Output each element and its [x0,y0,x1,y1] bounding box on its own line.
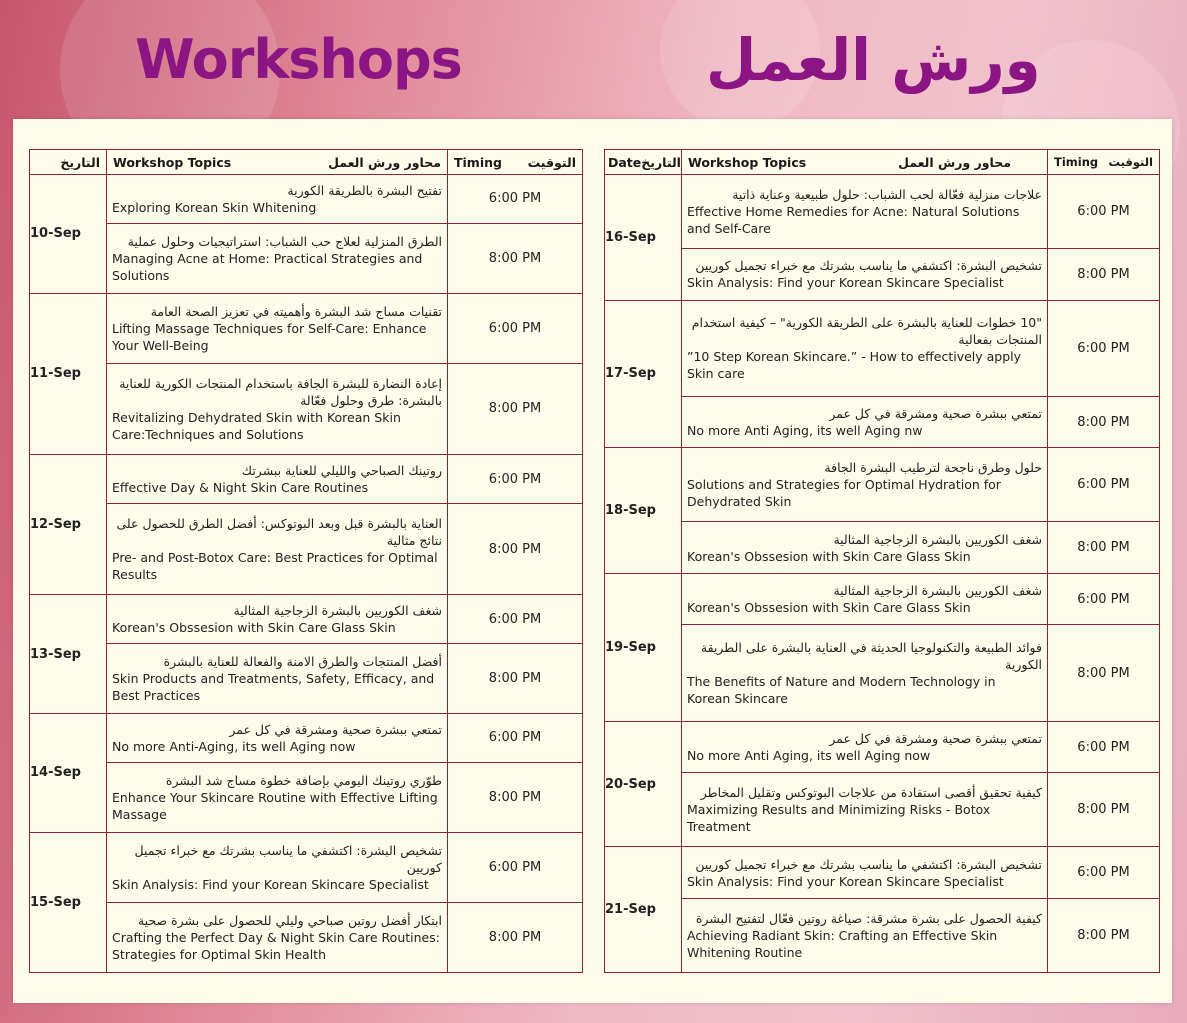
topics-header-en: Workshop Topics [688,154,807,170]
date-cell: 13-Sep [30,595,107,714]
time-cell: 8:00 PM [448,503,583,594]
topic-cell [107,762,448,832]
date-cell: 11-Sep [30,293,107,454]
topic-english: Skin Products and Treatments, Safety, Efficacy, and Best Practices [112,670,435,703]
topic-arabic: تشخيص البشرة: اكتشفي ما يناسب بشرتك مع خبراء تجميل كوريين [134,842,442,875]
table-row [605,773,1160,847]
table-row [30,363,583,454]
topic-english: Exploring Korean Skin Whitening [112,199,317,215]
timing-header-en: Timing [454,154,502,170]
table-row [30,503,583,594]
topic-english: Revitalizing Dehydrated Skin with Korean Skin Care:Techniques and Solutions [112,409,401,442]
time-cell: 6:00 PM [1048,573,1160,625]
time-cell: 8:00 PM [448,762,583,832]
table-row [30,293,583,363]
time-cell: 8:00 PM [448,643,583,713]
topic-cell [107,713,448,762]
topic-cell [682,522,1048,574]
date-header-ar: التاريخ [60,154,100,170]
topic-arabic: أفضل المنتجات والطرق الامنة والفعالة للعناية بالبشرة [163,653,442,669]
topics-column-header [107,150,448,175]
table-row [605,522,1160,574]
time-cell: 8:00 PM [1048,898,1160,972]
time-cell: 8:00 PM [1048,522,1160,574]
topic-arabic: كيفية الحصول على بشرة مشرقة: صياغة روتين فعّال لتفتيح البشرة [695,910,1042,926]
topic-cell [682,625,1048,721]
topic-english: Korean's Obssesion with Skin Care Glass Skin [112,620,396,636]
topic-cell [682,721,1048,773]
topic-english: Lifting Massage Techniques for Self-Care: Enhance Your Well-Being [112,320,427,353]
topic-cell [682,573,1048,625]
table-row [605,248,1160,300]
date-cell: 16-Sep [605,175,682,301]
topic-cell [107,363,448,454]
table-row [30,762,583,832]
time-cell: 6:00 PM [1048,175,1160,249]
topic-english: Enhance Your Skincare Routine with Effective Lifting Massage [112,789,438,822]
time-cell: 8:00 PM [1048,625,1160,721]
topic-english: Skin Analysis: Find your Korean Skincare Specialist [112,876,429,892]
time-cell: 6:00 PM [448,713,583,762]
topic-english: Korean's Obssesion with Skin Care Glass Skin [687,600,971,616]
table-row [605,448,1160,522]
topic-english: Managing Acne at Home: Practical Strategies and Solutions [112,250,423,283]
topic-english: Skin Analysis: Find your Korean Skincare Specialist [687,873,1004,889]
topic-arabic: روتينك الصباحي والليلي للعناية ببشرتك [241,463,442,478]
table-row [605,300,1160,396]
table-row [30,832,583,902]
topic-cell [682,847,1048,899]
topic-arabic: تقنيات مساج شد البشرة وأهميته في تعزيز الصحة العامة [150,303,442,319]
date-cell: 14-Sep [30,713,107,832]
date-cell: 21-Sep [605,847,682,973]
time-cell: 6:00 PM [448,455,583,504]
date-cell: 10-Sep [30,175,107,294]
timing-column-header [448,150,583,175]
topic-cell [107,223,448,293]
date-cell: 19-Sep [605,573,682,721]
topic-english: Crafting the Perfect Day & Night Skin Care Routines: Strategies for Optimal Skin Health [112,929,440,962]
topic-arabic: ابتكار أفضل روتين صباحي وليلي للحصول على بشرة صحية [137,912,442,928]
table-row [30,713,583,762]
time-cell: 6:00 PM [1048,300,1160,396]
timing-header-en: Timing [1054,155,1099,169]
topic-cell [682,300,1048,396]
topic-cell [682,773,1048,847]
date-column-header [30,150,107,175]
topic-cell [682,898,1048,972]
topic-cell [107,503,448,594]
topic-english: Maximizing Results and Minimizing Risks - Botox Treatment [687,802,991,835]
page-title-english: Workshops [135,28,462,91]
table-row [605,573,1160,625]
topic-english: No more Anti Aging, its well Aging now [687,748,931,764]
timing-header-ar: التوقيت [1108,155,1153,169]
table-row [30,223,583,293]
time-cell: 8:00 PM [1048,248,1160,300]
date-cell: 18-Sep [605,448,682,574]
topic-arabic: شغف الكوريين بالبشرة الزجاجية المثالية [833,531,1042,547]
time-cell: 8:00 PM [1048,396,1160,448]
time-cell: 8:00 PM [1048,773,1160,847]
table-row [605,175,1160,249]
table-header-row [30,150,583,175]
topic-cell [107,175,448,224]
topic-english: No more Anti Aging, its well Aging nw [687,423,923,439]
topic-arabic: العناية بالبشرة قبل وبعد البوتوكس: أفضل الطرق للحصول على نتائج مثالية [116,516,442,549]
time-cell: 6:00 PM [448,595,583,644]
table-row [605,625,1160,721]
topic-arabic: طوّري روتينك اليومي بإضافة خطوة مساج شد البشرة [165,772,442,788]
time-cell: 6:00 PM [1048,847,1160,899]
time-cell: 6:00 PM [448,832,583,902]
topic-arabic: تمتعي ببشرة صحية ومشرقة في كل عمر [229,721,442,737]
table-row [605,898,1160,972]
topic-english: Pre- and Post-Botox Care: Best Practices for Optimal Results [112,550,438,583]
topic-arabic: تمتعي ببشرة صحية ومشرقة في كل عمر [829,406,1042,422]
topic-arabic: إعادة النضارة للبشرة الجافة باستخدام المنتجات الكورية للعناية بالبشرة: طرق وحلول فعّالة [119,375,442,408]
topic-arabic: تشخيص البشرة: اكتشفي ما يناسب بشرتك مع خبراء تجميل كوريين [695,258,1042,274]
topic-arabic: حلول وطرق ناجحة لترطيب البشرة الجافة [824,460,1042,476]
table-row [605,847,1160,899]
date-column-header [605,150,682,175]
topic-cell [107,293,448,363]
table-row [30,902,583,972]
time-cell: 8:00 PM [448,223,583,293]
date-cell: 15-Sep [30,832,107,972]
topic-english: Effective Day & Night Skin Care Routines [112,480,369,495]
topic-english: The Benefits of Nature and Modern Technology in Korean Skincare [687,674,996,707]
topic-arabic: تمتعي ببشرة صحية ومشرقة في كل عمر [829,731,1042,747]
date-cell: 17-Sep [605,300,682,448]
table-row [30,643,583,713]
page-title-arabic: ورش العمل [706,26,1041,94]
date-header-en: Date [608,154,642,170]
topic-cell [107,595,448,644]
table-header-row [605,150,1160,175]
topic-arabic: تفتيح البشرة بالطريقة الكورية [287,182,442,198]
date-cell: 12-Sep [30,455,107,595]
time-cell: 8:00 PM [448,363,583,454]
topic-cell [682,396,1048,448]
topics-column-header [682,150,1048,175]
topic-arabic: فوائد الطبيعة والتكنولوجيا الحديثة في العناية بالبشرة على الطريقة الكورية [700,640,1042,673]
topic-arabic: "10 خطوات للعناية بالبشرة على الطريقة الكورية" – كيفية استخدام المنتجات بفعالية [691,315,1042,348]
time-cell: 6:00 PM [448,175,583,224]
date-cell: 20-Sep [605,721,682,847]
topic-english: ”10 Step Korean Skincare.” - How to effectively apply Skin care [687,349,1022,382]
table-row [605,396,1160,448]
topic-english: No more Anti-Aging, its well Aging now [112,738,356,754]
topics-header-ar: محاور ورش العمل [898,154,1011,170]
table-row [30,595,583,644]
schedule-table-right [604,149,1160,973]
topic-arabic: شغف الكوريين بالبشرة الزجاجية المثالية [233,603,442,619]
topic-arabic: شغف الكوريين بالبشرة الزجاجية المثالية [833,583,1042,599]
topics-header-en: Workshop Topics [113,154,232,170]
topic-cell [682,175,1048,249]
topic-cell [682,448,1048,522]
topic-arabic: كيفية تحقيق أقصى استفادة من علاجات البوتوكس وتقليل المخاطر [700,785,1042,801]
time-cell: 6:00 PM [1048,721,1160,773]
time-cell: 6:00 PM [1048,448,1160,522]
time-cell: 8:00 PM [448,902,583,972]
topic-cell [107,902,448,972]
topic-english: Skin Analysis: Find your Korean Skincare Specialist [687,275,1004,291]
topic-english: Effective Home Remedies for Acne: Natural Solutions and Self-Care [687,203,1020,236]
topic-cell [107,455,448,504]
topic-english: Achieving Radiant Skin: Crafting an Effective Skin Whitening Routine [687,927,998,960]
topic-cell [107,832,448,902]
topic-arabic: تشخيص البشرة: اكتشفي ما يناسب بشرتك مع خبراء تجميل كوريين [695,856,1042,872]
table-row [30,175,583,224]
date-header-ar: التاريخ [641,154,681,170]
topic-arabic: علاجات منزلية فعّالة لحب الشباب: حلول طبيعية وعناية ذاتية [732,186,1042,202]
topics-header-ar: محاور ورش العمل [328,154,441,170]
topic-arabic: الطرق المنزلية لعلاج حب الشباب: استراتيجيات وحلول عملية [127,233,442,249]
topic-english: Solutions and Strategies for Optimal Hydration for Dehydrated Skin [687,477,1001,510]
topic-cell [682,248,1048,300]
table-row [30,455,583,504]
table-row [605,721,1160,773]
topic-english: Korean's Obssesion with Skin Care Glass Skin [687,548,971,564]
schedule-table-left [29,149,583,973]
time-cell: 6:00 PM [448,293,583,363]
timing-column-header [1048,150,1160,175]
timing-header-ar: التوقيت [527,154,576,170]
topic-cell [107,643,448,713]
